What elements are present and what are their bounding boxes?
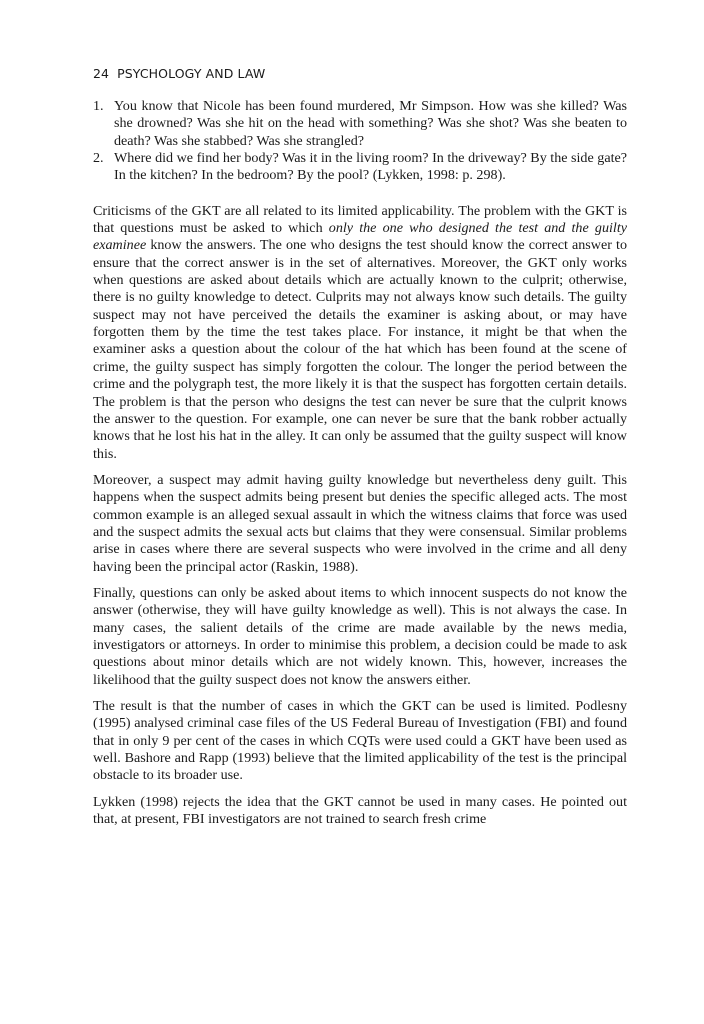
paragraph-text: know the answers. The one who designs the test should know the correct answer to ensure that the correct answer is in the set of alternatives. Moreover, the GKT only works when questions are asked about details which are actually known to the culprit; otherwise, there is no guilty knowledge to detect. Culprits may not always know such details. The guilty suspect may not have perceived the details the examiner is asking about, or may have forgotten them by the time the test takes place. For instance, it might be that when the examiner asks a question about the colour of the hat which has been found at the scene of crime, the guilty suspect has simply forgotten the colour. The longer the period between the crime and the polygraph test, the more likely it is that the suspect has forgotten certain details. The problem is that the person who designs the test can never be sure that the culprit knows the answer to the question. For example, one can never be sure that the bank robber actually knows that he lost his hat in the alley. It can only be assumed that the guilty suspect will know this. — [93, 237, 627, 462]
running-title: PSYCHOLOGY AND LAW — [117, 66, 266, 81]
list-item — [93, 98, 627, 150]
list-item — [93, 150, 627, 185]
paragraph-innocent-suspects: Finally, questions can only be asked about items to which innocent suspects do not know the answer (otherwise, they will have guilty knowledge as well). This is not always the case. In many cases, the salient details of the crime are made available by the news media, investigators or attorneys. In order to minimise this problem, a decision could be made to ask questions about minor details which are not widely known. This, however, increases the likelihood that the guilty suspect does not know the answers either. — [93, 584, 627, 688]
page-number: 24 — [93, 66, 110, 81]
body-text — [93, 98, 627, 828]
book-page — [93, 66, 627, 837]
list-item-text: Where did we find her body? Was it in the living room? In the driveway? By the side gate? In the kitchen? In the bedroom? By the pool? (Lykken, 1998: p. 298). — [114, 150, 627, 184]
list-item-number: 1. — [93, 98, 104, 114]
running-head — [93, 66, 627, 81]
question-list — [93, 98, 627, 185]
list-item-text: You know that Nicole has been found murdered, Mr Simpson. How was she killed? Was she drowned? Was she hit on the head with something? Was she shot? Was she beaten to death? Was she stabbed? Was she strangled? — [114, 98, 627, 149]
paragraph-criticisms — [93, 203, 627, 463]
emphasis-text: only the one who designed the test and the guilty examinee — [93, 220, 627, 254]
paragraph-text: Criticisms of the GKT are all related to its limited applicability. The problem with the GKT is that questions must be asked to which — [93, 202, 627, 237]
paragraph-lykken: Lykken (1998) rejects the idea that the GKT cannot be used in many cases. He pointed out that, at present, FBI investigators are not trained to search fresh crime — [93, 793, 627, 828]
paragraph-limited-cases: The result is that the number of cases in which the GKT can be used is limited. Podlesny (1995) analysed criminal case files of the US Federal Bureau of Investigation (FBI) and found that in only 9 per cent of the cases in which CQTs were used could a GKT have been used as well. Bashore and Rapp (1993) believe that the limited applicability of the test is the principal obstacle to its broader use. — [93, 698, 627, 784]
list-item-number: 2. — [93, 150, 104, 167]
paragraph-deny-guilt: Moreover, a suspect may admit having guilty knowledge but nevertheless deny guilt. This happens when the suspect admits being present but denies the specific alleged acts. The most common example is an alleged sexual assault in which the witness claims that force was used and the suspect admits the sexual acts but claims that they were consensual. Similar problems arise in cases where there are several suspects who were involved in the crime and all deny having been the principal actor (Raskin, 1988). — [93, 471, 627, 575]
